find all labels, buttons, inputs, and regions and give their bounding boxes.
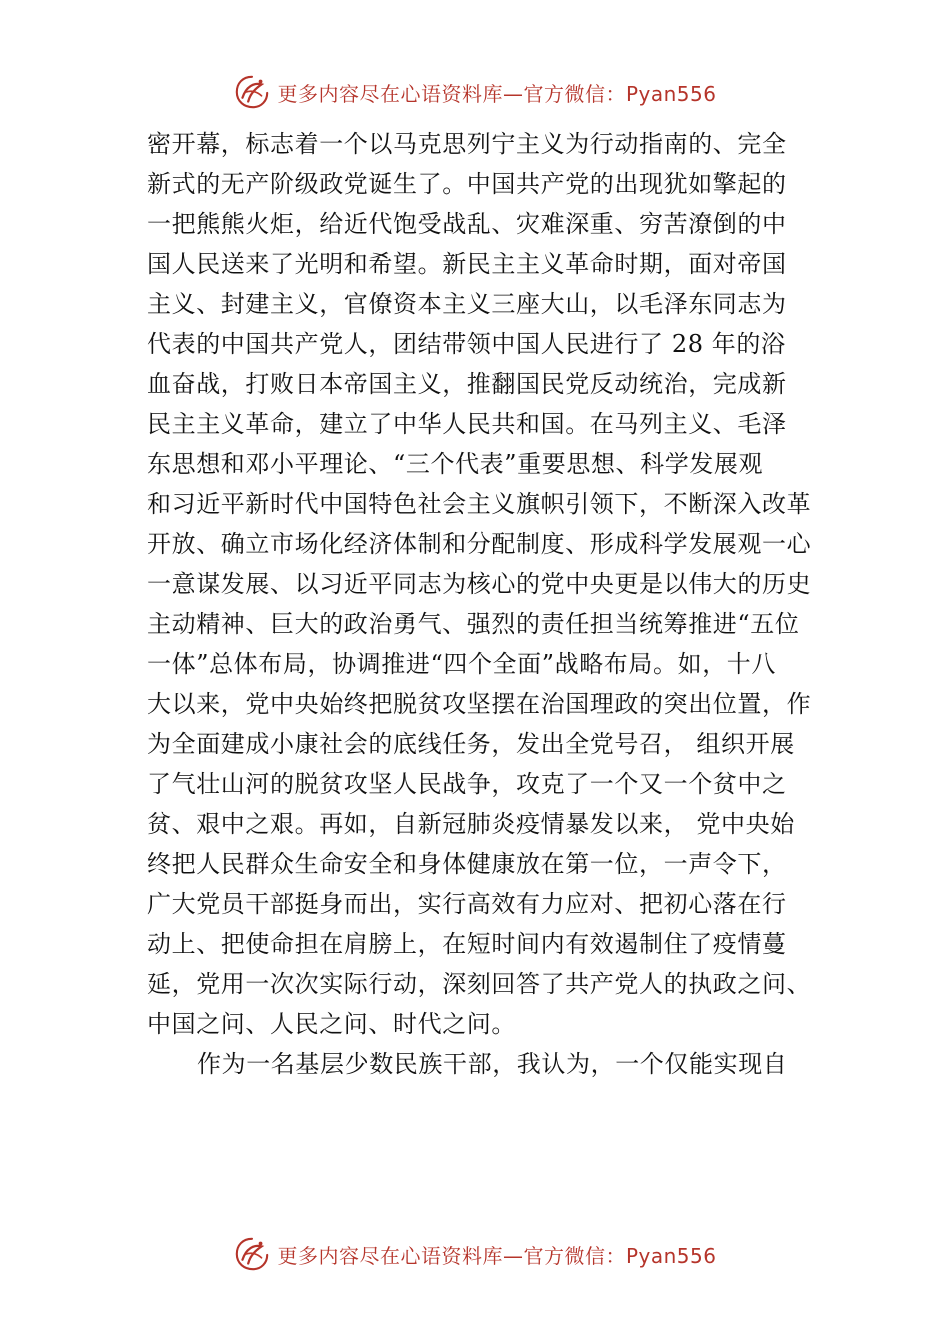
header-banner xyxy=(0,70,950,114)
text-line: 大以来，党中央始终把脱贫攻坚摆在治国理政的突出位置，作 xyxy=(147,690,812,718)
text-line: 动上、把使命担在肩膀上，在短时间内有效遏制住了疫情蔓 xyxy=(147,930,787,958)
text-line: 贫、艰中之艰。再如，自新冠肺炎疫情暴发以来， 党中央始 xyxy=(147,810,795,838)
text-line: 密开幕，标志着一个以马克思列宁主义为行动指南的、完全 xyxy=(147,130,787,158)
text-line: 一意谋发展、以习近平同志为核心的党中央更是以伟大的历史 xyxy=(147,570,812,598)
text-line: 国人民送来了光明和希望。新民主主义革命时期，面对帝国 xyxy=(147,250,787,278)
text-line: 一体”总体布局，协调推进“四个全面”战略布局。如，十八 xyxy=(147,650,777,678)
text-line: 和习近平新时代中国特色社会主义旗帜引领下，不断深入改革 xyxy=(147,490,812,518)
text-line: 为全面建成小康社会的底线任务，发出全党号召， 组织开展 xyxy=(147,730,795,758)
cursive-logo-icon xyxy=(233,73,271,111)
text-line: 代表的中国共产党人，团结带领中国人民进行了 28 年的浴 xyxy=(147,330,786,358)
footer-banner-text: 更多内容尽在心语资料库—官方微信：Pyan556 xyxy=(277,1243,717,1268)
text-line: 延，党用一次次实际行动，深刻回答了共产党人的执政之问、 xyxy=(147,970,812,998)
document-body xyxy=(147,124,827,1084)
text-line: 一把熊熊火炬，给近代饱受战乱、灾难深重、穷苦潦倒的中 xyxy=(147,210,787,238)
header-banner-text: 更多内容尽在心语资料库—官方微信：Pyan556 xyxy=(277,81,717,106)
text-line: 主动精神、巨大的政治勇气、强烈的责任担当统筹推进“五位 xyxy=(147,610,800,638)
text-line: 中国之问、人民之问、时代之问。 xyxy=(147,1010,516,1038)
text-line: 主义、封建主义，官僚资本主义三座大山，以毛泽东同志为 xyxy=(147,290,787,318)
text-line: 民主主义革命，建立了中华人民共和国。在马列主义、毛泽 xyxy=(147,410,787,438)
text-line: 东思想和邓小平理论、“三个代表”重要思想、科学发展观 xyxy=(147,450,764,478)
text-line: 终把人民群众生命安全和身体健康放在第一位，一声令下， xyxy=(147,850,787,878)
text-line: 了气壮山河的脱贫攻坚人民战争，攻克了一个又一个贫中之 xyxy=(147,770,787,798)
text-line: 广大党员干部挺身而出，实行高效有力应对、把初心落在行 xyxy=(147,890,787,918)
text-line: 血奋战，打败日本帝国主义，推翻国民党反动统治，完成新 xyxy=(147,370,787,398)
text-line: 开放、确立市场化经济体制和分配制度、形成科学发展观一心 xyxy=(147,530,812,558)
text-line: 新式的无产阶级政党诞生了。中国共产党的出现犹如擎起的 xyxy=(147,170,787,198)
cursive-logo-icon xyxy=(233,1235,271,1273)
footer-banner xyxy=(0,1232,950,1276)
paragraph-first-line: 作为一名基层少数民族干部，我认为，一个仅能实现自 xyxy=(197,1050,788,1078)
